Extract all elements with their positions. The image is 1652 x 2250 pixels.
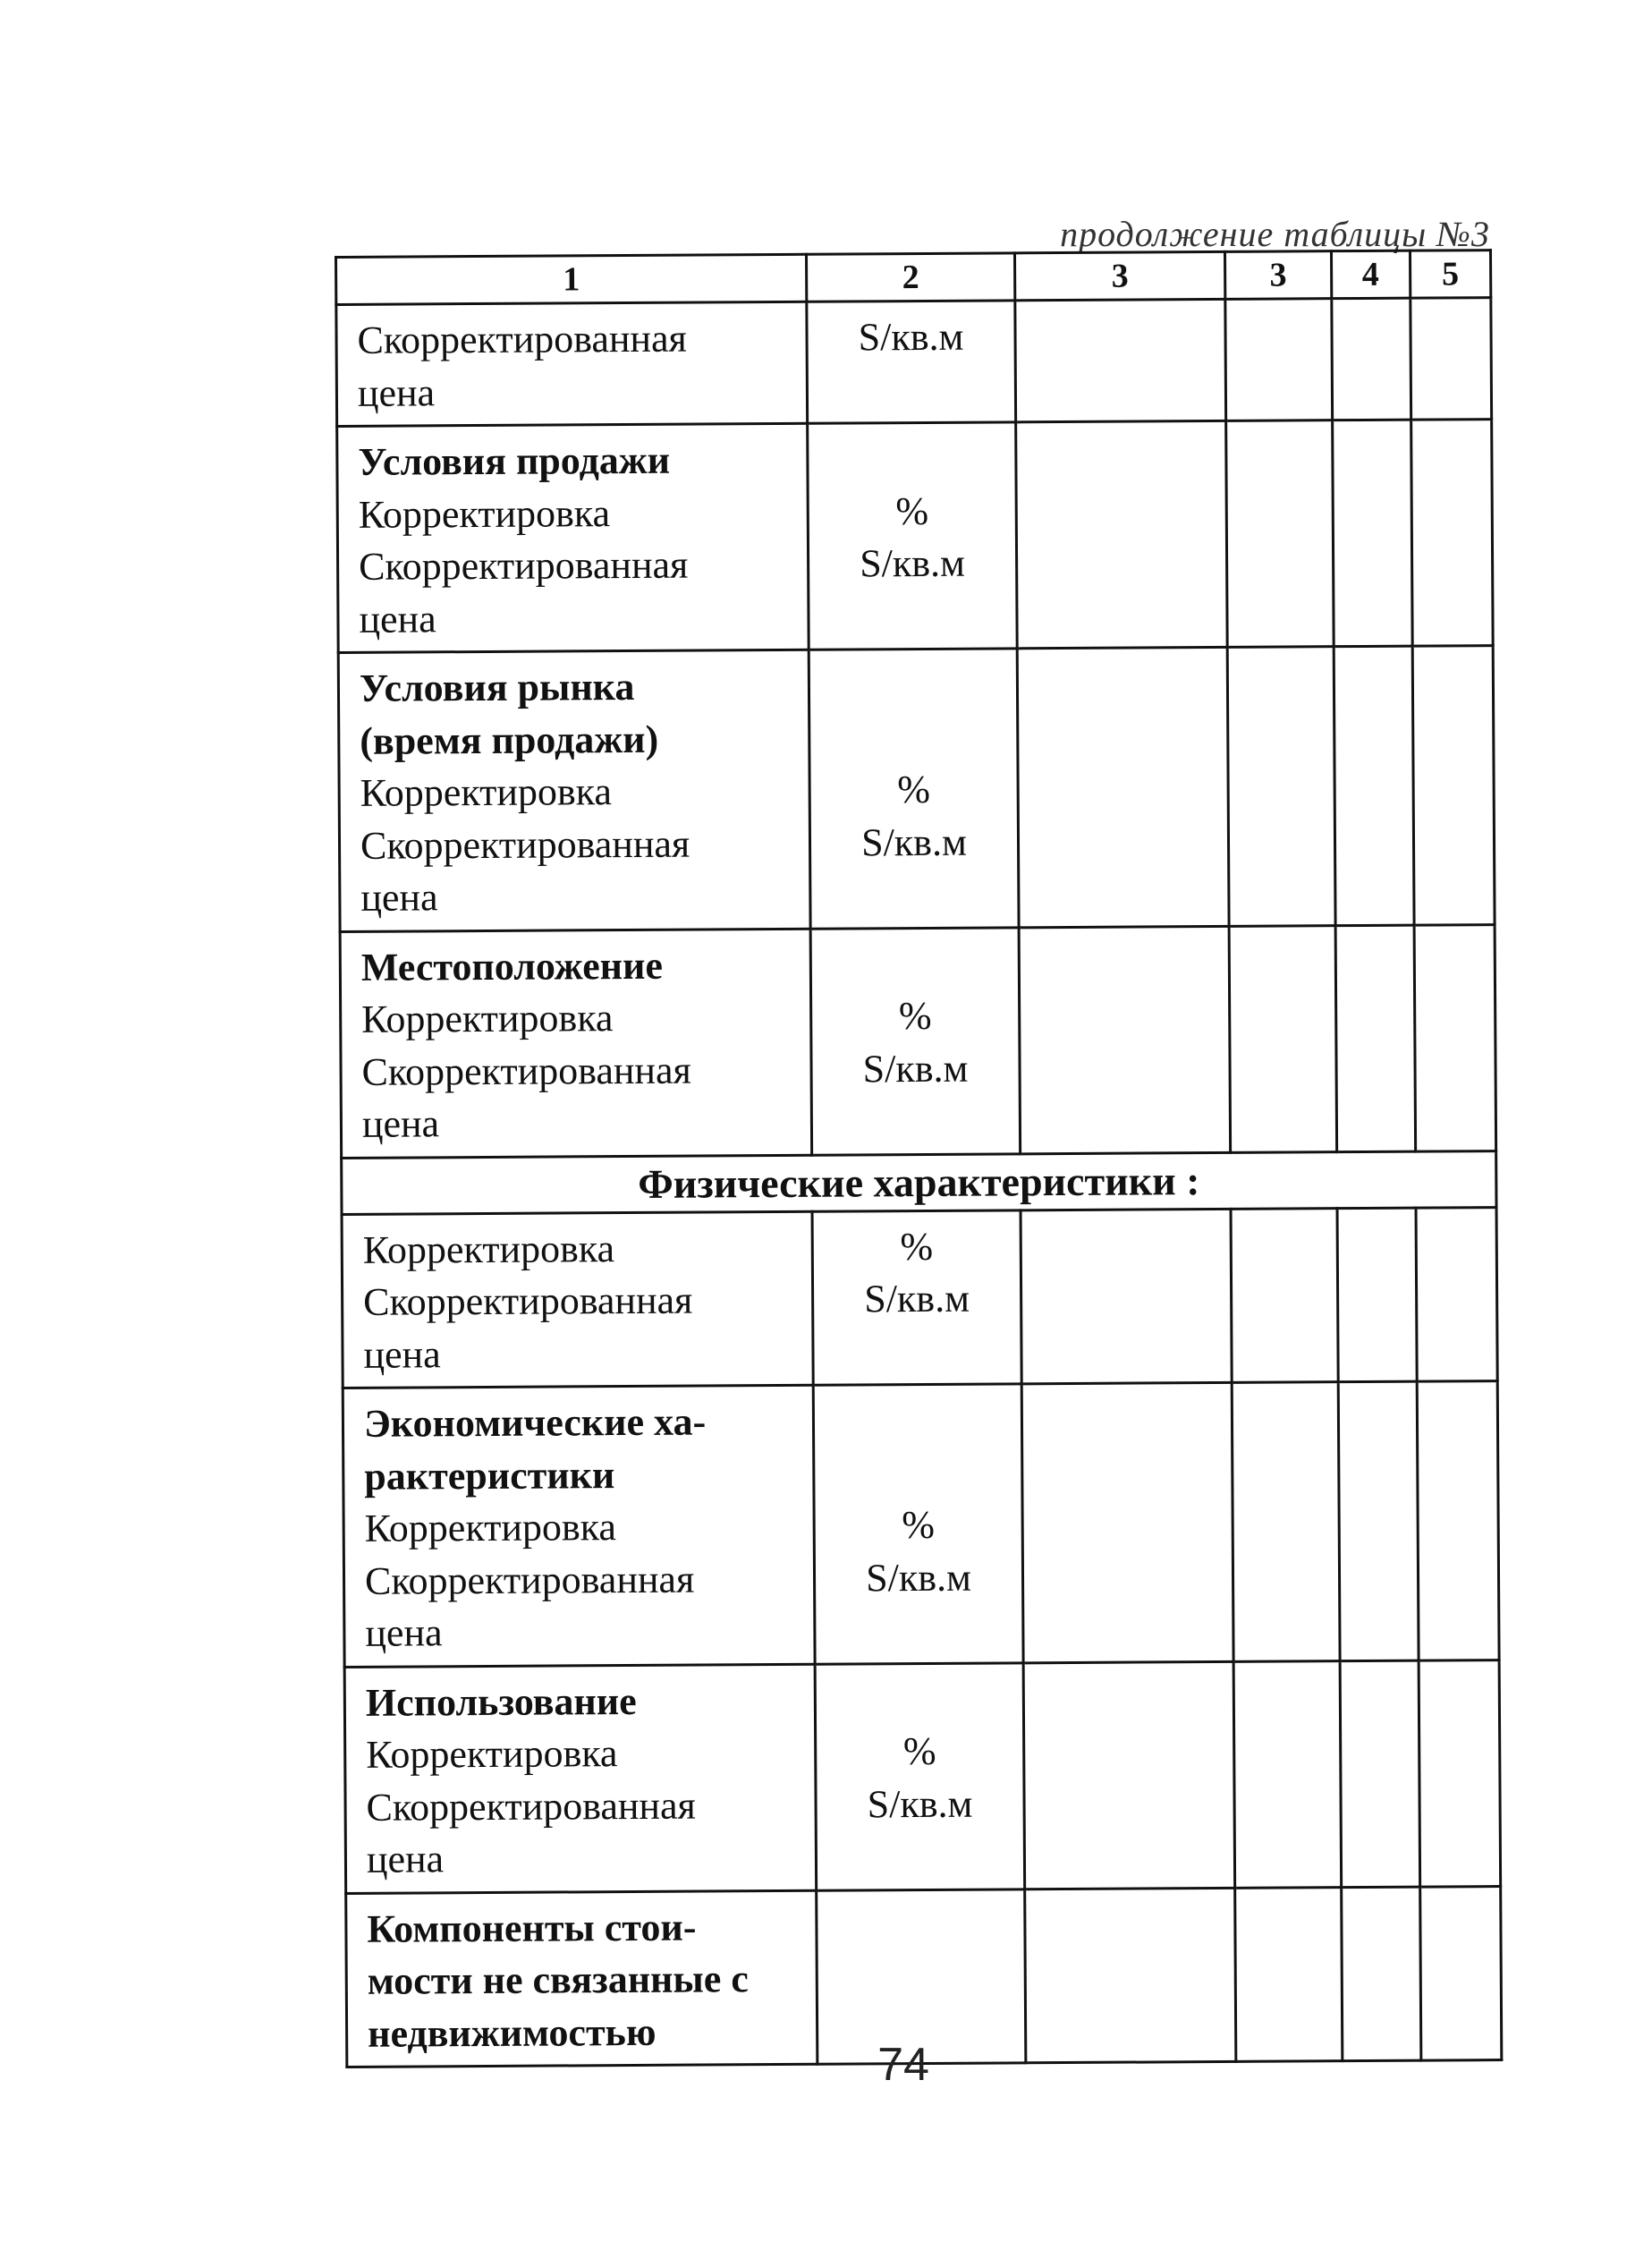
table-row xyxy=(344,1660,1501,1893)
empty-cell xyxy=(1332,420,1412,647)
row-group-title: Компоненты стои- xyxy=(367,1905,697,1951)
empty-cell xyxy=(1233,1660,1341,1888)
empty-cell xyxy=(1414,924,1496,1151)
empty-cell xyxy=(1411,420,1493,647)
table-continuation-caption: продолжение таблицы №3 xyxy=(1060,214,1490,254)
row-group-title: недвижимостью xyxy=(367,2009,657,2056)
unit-value xyxy=(809,432,1014,486)
row-label-line: цена xyxy=(359,596,436,641)
row-group-title: мости не связанные с xyxy=(367,1957,749,2003)
row-label-line: цена xyxy=(360,875,438,920)
header-cell: 2 xyxy=(807,253,1015,301)
unit-cell xyxy=(807,301,1015,423)
header-cell: 5 xyxy=(1410,250,1491,299)
row-label-line: Скорректированная xyxy=(362,1278,693,1324)
empty-cell xyxy=(1021,1209,1233,1384)
unit-value xyxy=(815,1447,1021,1500)
row-label-line: Корректировка xyxy=(358,490,611,537)
empty-cell xyxy=(1416,1207,1497,1381)
row-group-title: Условия продажи xyxy=(358,437,671,484)
empty-cell xyxy=(1021,1382,1233,1662)
section-row xyxy=(342,1150,1496,1214)
row-label-line: Скорректированная xyxy=(364,1557,695,1603)
empty-cell xyxy=(1411,298,1492,420)
empty-cell xyxy=(1331,298,1411,420)
empty-cell xyxy=(1335,925,1416,1152)
row-label-cell xyxy=(340,929,812,1158)
empty-cell xyxy=(1341,1887,1420,2061)
row-group-title: рактеристики xyxy=(364,1452,615,1499)
unit-value xyxy=(817,1673,1022,1727)
row-label-line: Скорректированная xyxy=(366,1783,696,1830)
row-label-cell xyxy=(338,650,810,931)
unit-value: S/кв.м xyxy=(866,1555,972,1600)
row-label-line: Корректировка xyxy=(366,1731,618,1777)
unit-value: % xyxy=(900,1224,934,1269)
section-title: Физические характеристики : xyxy=(342,1150,1496,1214)
unit-value: % xyxy=(897,767,931,812)
row-label-cell xyxy=(342,1211,813,1388)
row-label-cell xyxy=(344,1664,817,1893)
comparison-table xyxy=(335,249,1503,2068)
unit-value: % xyxy=(902,1502,936,1548)
row-label-line: Корректировка xyxy=(364,1505,617,1550)
empty-cell xyxy=(1233,1382,1340,1661)
header-cell: 3 xyxy=(1225,251,1332,300)
unit-cell xyxy=(809,649,1018,929)
row-group-title: Условия рынка xyxy=(359,664,635,710)
empty-cell xyxy=(1235,1887,1342,2061)
unit-cell xyxy=(810,927,1020,1154)
unit-value xyxy=(812,938,1018,991)
table-row xyxy=(337,420,1494,653)
row-label-line: Корректировка xyxy=(360,769,613,815)
table-row xyxy=(343,1381,1499,1667)
row-label-line: цена xyxy=(361,1101,440,1146)
unit-value: S/кв.м xyxy=(862,1046,969,1091)
row-group-title: Местоположение xyxy=(360,943,664,989)
row-label-cell xyxy=(337,423,809,652)
row-label-line: цена xyxy=(365,1610,443,1655)
empty-cell xyxy=(1412,646,1495,925)
row-group-title: Использование xyxy=(365,1678,637,1725)
header-cell: 4 xyxy=(1331,250,1411,299)
unit-value xyxy=(815,1394,1021,1448)
empty-cell xyxy=(1229,925,1336,1152)
table-row xyxy=(338,646,1495,931)
empty-cell xyxy=(1338,1381,1419,1660)
empty-cell xyxy=(1024,1888,1236,2063)
row-label-line: цена xyxy=(357,369,436,415)
empty-cell xyxy=(1015,420,1227,648)
row-label-line: цена xyxy=(366,1837,445,1881)
unit-value: S/кв.м xyxy=(860,540,966,586)
row-label-line: Корректировка xyxy=(362,1226,615,1272)
unit-value: S/кв.м xyxy=(864,1276,970,1321)
unit-value: % xyxy=(895,488,929,533)
header-cell: 3 xyxy=(1014,251,1225,300)
empty-cell xyxy=(1226,420,1334,648)
empty-cell xyxy=(1334,646,1414,925)
empty-cell xyxy=(1225,299,1332,421)
unit-cell xyxy=(813,1384,1022,1664)
unit-value: S/кв.м xyxy=(858,314,964,360)
row-label-cell xyxy=(346,1890,818,2067)
empty-cell xyxy=(1019,926,1231,1153)
row-label-line: цена xyxy=(363,1331,441,1377)
empty-cell xyxy=(1337,1208,1417,1382)
table-row xyxy=(342,1207,1497,1388)
unit-value xyxy=(810,658,1016,712)
row-label-line: Скорректированная xyxy=(358,542,689,589)
unit-cell xyxy=(812,1210,1021,1385)
unit-cell xyxy=(808,422,1017,650)
unit-cell xyxy=(815,1662,1024,1889)
empty-cell xyxy=(1419,1660,1501,1887)
unit-value: S/кв.м xyxy=(867,1781,973,1826)
unit-value: % xyxy=(902,1728,936,1774)
empty-cell xyxy=(1017,647,1229,927)
row-label-line: Скорректированная xyxy=(360,821,690,868)
row-label-cell xyxy=(336,301,808,426)
empty-cell xyxy=(1419,1886,1501,2060)
table-row xyxy=(336,298,1492,427)
page-number: 74 xyxy=(877,2039,929,2091)
empty-cell xyxy=(1023,1661,1235,1889)
row-label-line: Корректировка xyxy=(361,996,614,1041)
empty-cell xyxy=(1340,1660,1420,1888)
empty-cell xyxy=(1417,1381,1499,1660)
row-label-cell xyxy=(343,1385,815,1667)
row-group-title: Экономические ха- xyxy=(363,1399,707,1446)
empty-cell xyxy=(1231,1208,1337,1382)
row-label-line: Скорректированная xyxy=(361,1048,691,1094)
header-cell: 1 xyxy=(336,254,808,304)
row-group-title: (время продажи) xyxy=(360,717,659,763)
row-label-line: Скорректированная xyxy=(357,316,687,362)
table-header-row xyxy=(336,250,1491,305)
unit-value: % xyxy=(898,993,932,1039)
empty-cell xyxy=(1015,299,1226,421)
empty-cell xyxy=(1227,647,1334,926)
unit-value: S/кв.м xyxy=(860,819,967,864)
unit-value xyxy=(810,711,1016,765)
table-row xyxy=(340,924,1496,1158)
